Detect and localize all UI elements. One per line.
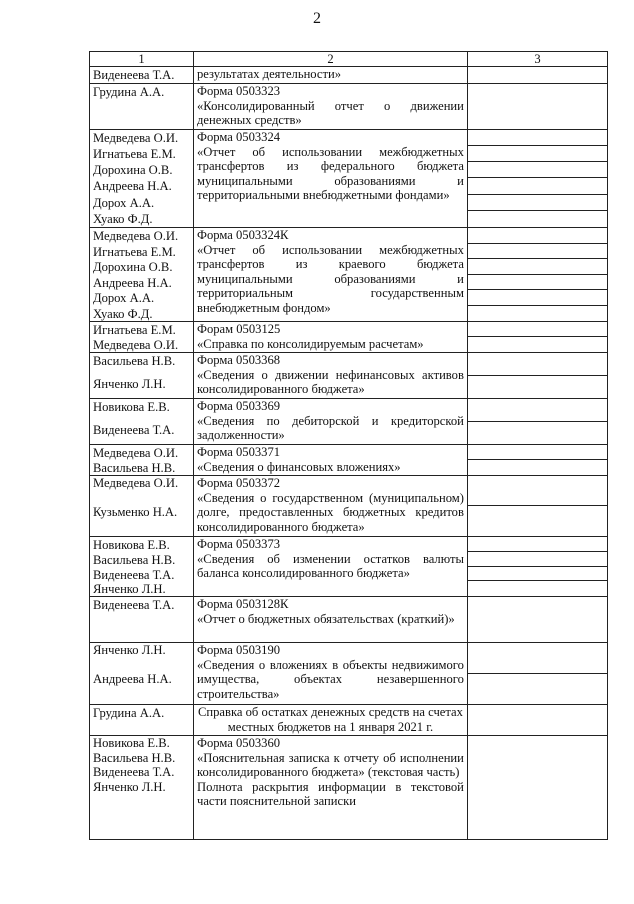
form-code: Форма 0503324К	[197, 228, 289, 242]
form-description: «Пояснительная записка к отчету об исполнении консолидированного бюджета» (текстовая часть)	[197, 750, 464, 779]
form-description: «Сведения по дебиторской и кредиторской задолженности»	[197, 413, 464, 442]
column-header-2: 2	[194, 52, 468, 67]
form-code: Форам 0503125	[197, 322, 281, 336]
form-cell	[194, 67, 468, 84]
form-description: «Сведения о финансовых вложениях»	[197, 459, 401, 474]
result-cell	[467, 537, 607, 597]
form-cell	[194, 705, 468, 736]
result-cell-segment	[468, 162, 607, 178]
responsible-name: Медведева О.И.	[93, 476, 179, 490]
responsible-name: Васильева Н.В.	[93, 552, 176, 567]
responsible-list	[93, 736, 190, 794]
form-code: Форма 0503190	[197, 643, 281, 657]
responsible-cell	[90, 705, 194, 736]
responsible-list	[93, 84, 190, 129]
responsible-name: Андреева Н.А.	[93, 179, 172, 194]
responsible-name	[93, 491, 190, 506]
result-cell-segment	[468, 674, 607, 705]
result-cell-segment	[468, 84, 607, 129]
result-cell	[467, 67, 607, 84]
form-description: «Сведения о вложениях в объекты недвижимого имущества, объектах незавершенного строительства»	[197, 657, 464, 701]
form-cell	[194, 476, 468, 537]
form-description: «Справка по консолидируемым расчетам»	[197, 336, 424, 351]
responsible-name: Виденеева Т.А.	[93, 422, 175, 437]
result-cell-segment	[468, 506, 607, 536]
form-description: результатах деятельности»	[197, 67, 342, 81]
table-header-row	[90, 52, 608, 67]
result-cell-segment	[468, 244, 607, 260]
responsible-list	[93, 597, 190, 642]
responsible-cell	[90, 84, 194, 130]
result-cell	[467, 643, 607, 705]
table-row	[90, 353, 608, 399]
form-code: Форма 0503323	[197, 84, 281, 98]
responsible-list	[93, 537, 190, 596]
result-cell	[467, 399, 607, 445]
report-table	[89, 51, 608, 840]
responsible-name: Игнатьева Е.М.	[93, 323, 176, 337]
result-cell-segment	[468, 130, 607, 146]
responsible-name: Грудина А.А.	[93, 706, 165, 720]
responsible-list	[93, 705, 190, 735]
responsible-name: Дорох А.А.	[93, 291, 155, 305]
result-cell	[467, 353, 607, 399]
responsible-name: Новикова Е.В.	[93, 538, 170, 552]
form-description: «Сведения об изменении остатков валюты баланса консолидированного бюджета»	[197, 551, 464, 580]
responsible-name: Медведева О.И.	[93, 229, 179, 243]
form-cell	[194, 445, 468, 476]
result-cell	[467, 445, 607, 476]
result-cell-segment	[468, 581, 607, 596]
responsible-name: Дорохина О.В.	[93, 163, 173, 178]
form-code: Форма 0503369	[197, 399, 281, 413]
form-cell	[194, 130, 468, 228]
responsible-cell	[90, 353, 194, 399]
responsible-name: Янченко Л.Н.	[93, 582, 166, 597]
table-row	[90, 67, 608, 84]
responsible-cell	[90, 130, 194, 228]
responsible-cell	[90, 228, 194, 322]
responsible-name: Кузьменко Н.А.	[93, 505, 178, 519]
result-cell-segment	[468, 178, 607, 194]
result-cell	[467, 228, 607, 322]
responsible-cell	[90, 736, 194, 840]
form-cell	[194, 736, 468, 840]
responsible-name: Андреева Н.А.	[93, 275, 172, 290]
form-note: Полнота раскрытия информации в текстовой части пояснительной записки	[197, 779, 464, 808]
result-cell-segment	[468, 376, 607, 399]
result-cell-segment	[468, 597, 607, 642]
result-cell	[467, 130, 607, 228]
result-cell-segment	[468, 445, 607, 460]
result-cell-segment	[468, 306, 607, 322]
table-row	[90, 84, 608, 130]
result-cell-segment	[468, 146, 607, 162]
form-code: Форма 0503368	[197, 353, 281, 367]
responsible-name: Виденеева Т.А.	[93, 598, 175, 612]
form-code: Форма 0503128К	[197, 597, 289, 611]
responsible-cell	[90, 476, 194, 537]
form-code: Форма 0503372	[197, 476, 281, 490]
responsible-name: Васильева Н.В.	[93, 354, 176, 368]
form-code: Форма 0503371	[197, 445, 281, 459]
result-cell-segment	[468, 643, 607, 674]
table-body	[90, 67, 608, 840]
result-cell-segment	[468, 736, 607, 839]
result-cell-segment	[468, 399, 607, 422]
responsible-name: Васильева Н.В.	[93, 750, 176, 765]
table-row	[90, 736, 608, 840]
result-cell	[467, 322, 607, 353]
table-row	[90, 537, 608, 597]
responsible-cell	[90, 322, 194, 353]
responsible-name: Виденеева Т.А.	[93, 765, 175, 779]
responsible-name: Игнатьева Е.М.	[93, 147, 176, 162]
result-cell-segment	[468, 552, 607, 567]
responsible-list	[93, 130, 190, 227]
table-row	[90, 322, 608, 353]
result-cell	[467, 476, 607, 537]
responsible-list	[93, 643, 190, 687]
column-header-3: 3	[467, 52, 607, 67]
result-cell-segment	[468, 290, 607, 306]
responsible-name: Васильева Н.В.	[93, 461, 176, 475]
result-cell-segment	[468, 422, 607, 445]
result-cell-segment	[468, 460, 607, 475]
responsible-name: Янченко Л.Н.	[93, 779, 166, 794]
result-cell-segment	[468, 211, 607, 227]
result-cell-segment	[468, 67, 607, 83]
column-header-1: 1	[90, 52, 194, 67]
form-description: «Отчет об использовании межбюджетных трансфертов из краевого бюджета муниципальными образованиями и территориальным государственным внебюджетным фондом»	[197, 242, 464, 315]
form-cell	[194, 322, 468, 353]
responsible-name: Хуако Ф.Д.	[93, 306, 153, 321]
form-description: «Отчет об использовании межбюджетных трансфертов из федерального бюджета муниципальными образованиями и территориальными внебюджетными фондами»	[197, 144, 464, 202]
result-cell	[467, 597, 607, 643]
form-cell	[194, 597, 468, 643]
responsible-list	[93, 67, 190, 83]
responsible-list	[93, 322, 190, 352]
responsible-cell	[90, 597, 194, 643]
responsible-name: Виденеева Т.А.	[93, 68, 175, 82]
responsible-name: Грудина А.А.	[93, 85, 165, 99]
form-cell	[194, 399, 468, 445]
form-code: Форма 0503324	[197, 130, 281, 144]
form-description: «Сведения о государственном (муниципальном) долге, предоставленных бюджетных кредитов консолидированного бюджета»	[197, 490, 464, 534]
form-cell	[194, 353, 468, 399]
result-cell-segment	[468, 195, 607, 211]
result-cell	[467, 705, 607, 736]
responsible-list	[93, 399, 190, 444]
form-cell	[194, 643, 468, 705]
table-row	[90, 228, 608, 322]
responsible-name: Игнатьева Е.М.	[93, 244, 176, 259]
form-description: «Сведения о движении нефинансовых активов консолидированного бюджета»	[197, 367, 464, 396]
table-row	[90, 597, 608, 643]
page-number: 2	[313, 10, 321, 27]
table-row	[90, 705, 608, 736]
responsible-name: Дорохина О.В.	[93, 260, 173, 274]
responsible-name: Медведева О.И.	[93, 131, 179, 145]
responsible-cell	[90, 445, 194, 476]
responsible-name: Виденеева Т.А.	[93, 567, 175, 582]
responsible-list	[93, 228, 190, 321]
result-cell-segment	[468, 322, 607, 337]
form-code: Форма 0503373	[197, 537, 281, 551]
responsible-name: Новикова Е.В.	[93, 736, 170, 750]
responsible-name: Янченко Л.Н.	[93, 643, 166, 657]
responsible-list	[93, 353, 190, 398]
form-description: «Консолидированный отчет о движении денежных средств»	[197, 98, 464, 127]
form-cell	[194, 537, 468, 597]
responsible-name: Медведева О.И.	[93, 338, 179, 352]
form-cell	[194, 228, 468, 322]
result-cell-segment	[468, 259, 607, 275]
responsible-name: Хуако Ф.Д.	[93, 211, 153, 226]
result-cell	[467, 84, 607, 130]
result-cell-segment	[468, 476, 607, 506]
table-row	[90, 476, 608, 537]
form-description: «Отчет о бюджетных обязательствах (краткий)»	[197, 611, 455, 626]
result-cell-segment	[468, 337, 607, 352]
responsible-cell	[90, 643, 194, 705]
form-cell	[194, 84, 468, 130]
table-row	[90, 643, 608, 705]
result-cell-segment	[468, 705, 607, 735]
responsible-name: Дорох А.А.	[93, 195, 155, 210]
responsible-name	[93, 658, 190, 673]
responsible-cell	[90, 67, 194, 84]
table-row	[90, 399, 608, 445]
responsible-cell	[90, 399, 194, 445]
responsible-name: Медведева О.И.	[93, 446, 179, 460]
responsible-name: Новикова Е.В.	[93, 400, 170, 414]
responsible-name: Андреева Н.А.	[93, 672, 172, 686]
responsible-list	[93, 476, 190, 520]
result-cell-segment	[468, 275, 607, 291]
result-cell-segment	[468, 567, 607, 582]
result-cell-segment	[468, 353, 607, 376]
result-cell	[467, 736, 607, 840]
result-cell-segment	[468, 228, 607, 244]
form-description: Справка об остатках денежных средств на счетах местных бюджетов на 1 января 2021 г.	[197, 705, 463, 734]
responsible-cell	[90, 537, 194, 597]
table-row	[90, 445, 608, 476]
responsible-name: Янченко Л.Н.	[93, 376, 166, 391]
form-code: Форма 0503360	[197, 736, 281, 750]
table-row	[90, 130, 608, 228]
result-cell-segment	[468, 537, 607, 552]
responsible-list	[93, 445, 190, 475]
